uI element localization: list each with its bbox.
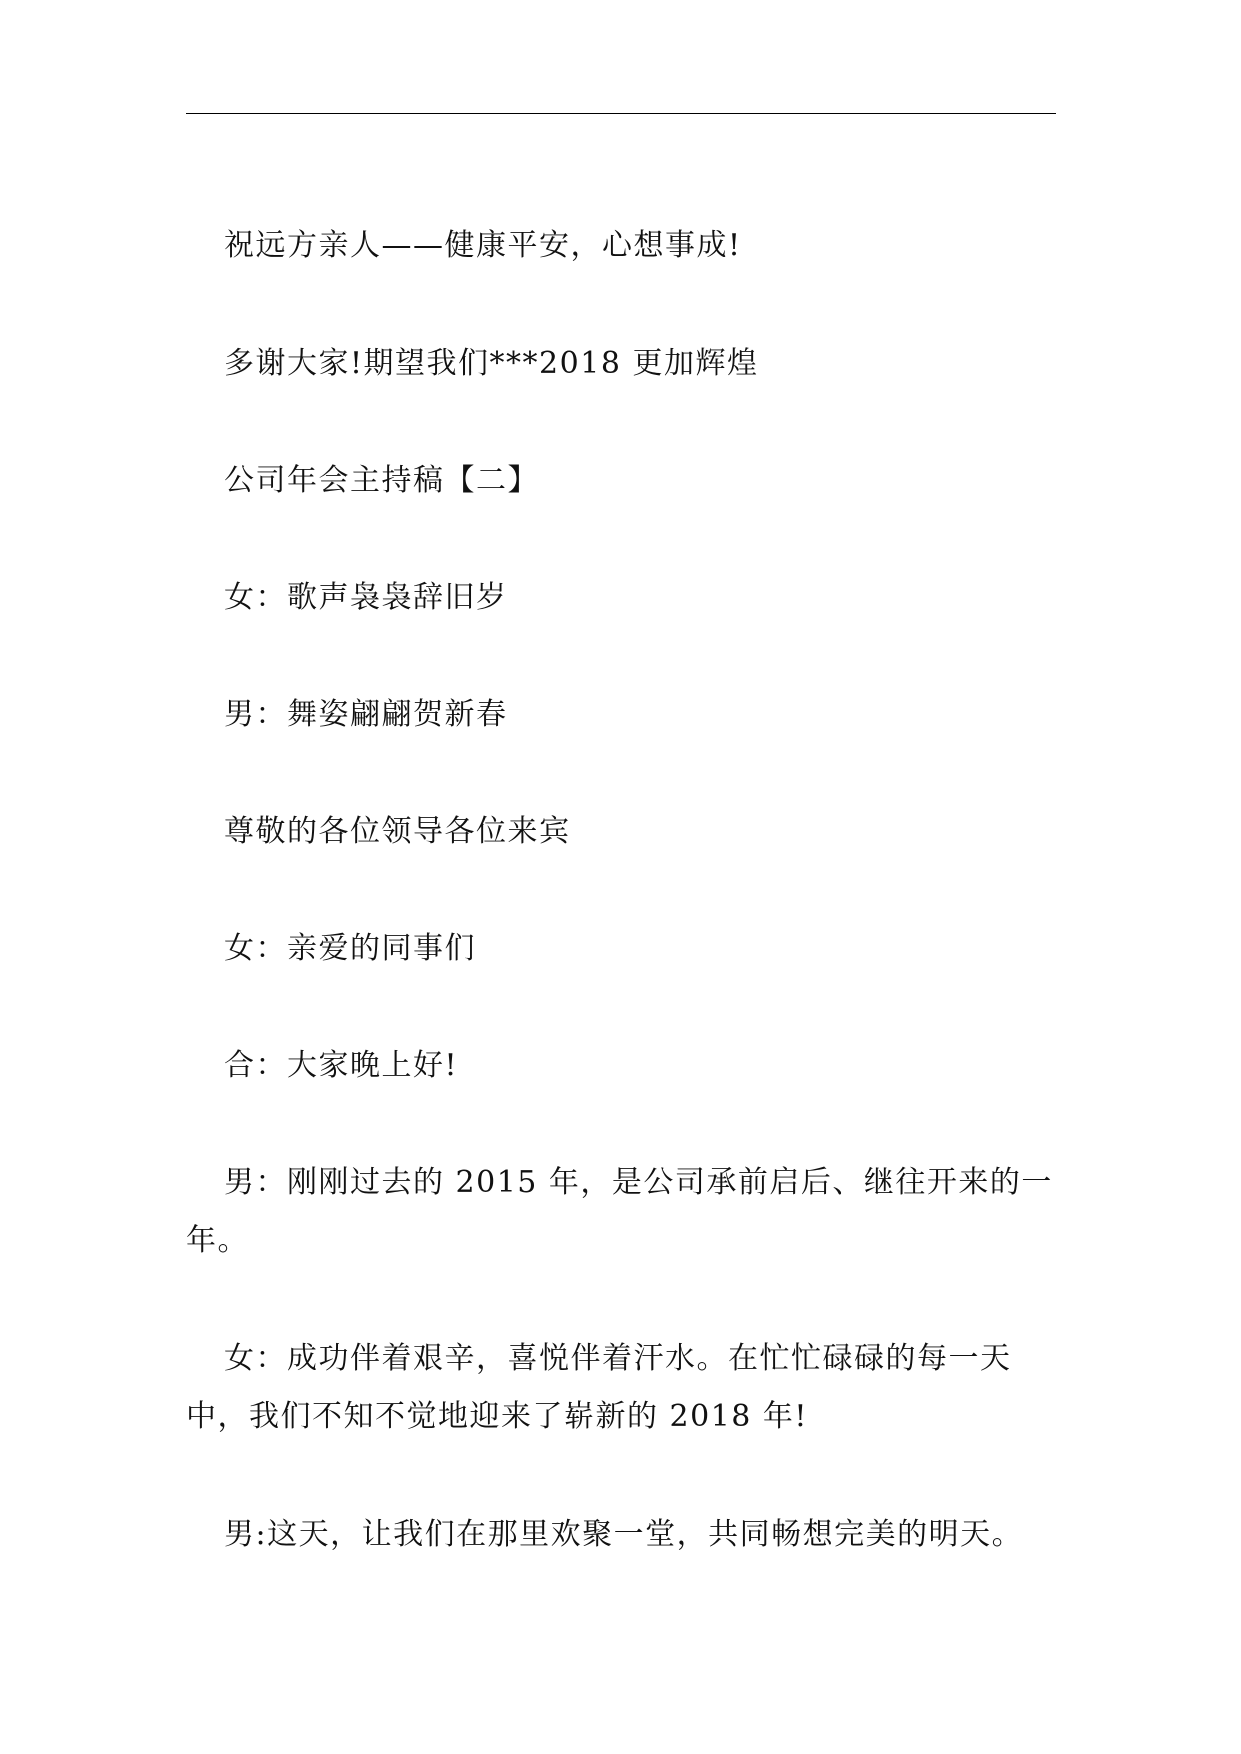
paragraph: 尊敬的各位领导各位来宾 xyxy=(224,814,571,849)
header-rule xyxy=(186,113,1056,114)
paragraph: 祝远方亲人——健康平安，心想事成! xyxy=(224,228,742,263)
paragraph: 女：成功伴着艰辛，喜悦伴着汗水。在忙忙碌碌的每一天中，我们不知不觉地迎来了崭新的 2018 年! xyxy=(186,1341,1012,1434)
paragraph: 女：亲爱的同事们 xyxy=(224,931,476,966)
paragraph: 男：刚刚过去的 2015 年，是公司承前启后、继往开来的一年。 xyxy=(186,1165,1053,1258)
paragraph: 男:这天，让我们在那里欢聚一堂，共同畅想完美的明天。 xyxy=(224,1517,1024,1552)
paragraph: 合：大家晚上好! xyxy=(224,1048,459,1083)
paragraph: 男：舞姿翩翩贺新春 xyxy=(224,697,508,732)
section-heading: 公司年会主持稿【二】 xyxy=(224,463,539,498)
paragraph: 多谢大家!期望我们***2018 更加辉煌 xyxy=(224,346,759,381)
paragraph: 女：歌声袅袅辞旧岁 xyxy=(224,580,508,615)
